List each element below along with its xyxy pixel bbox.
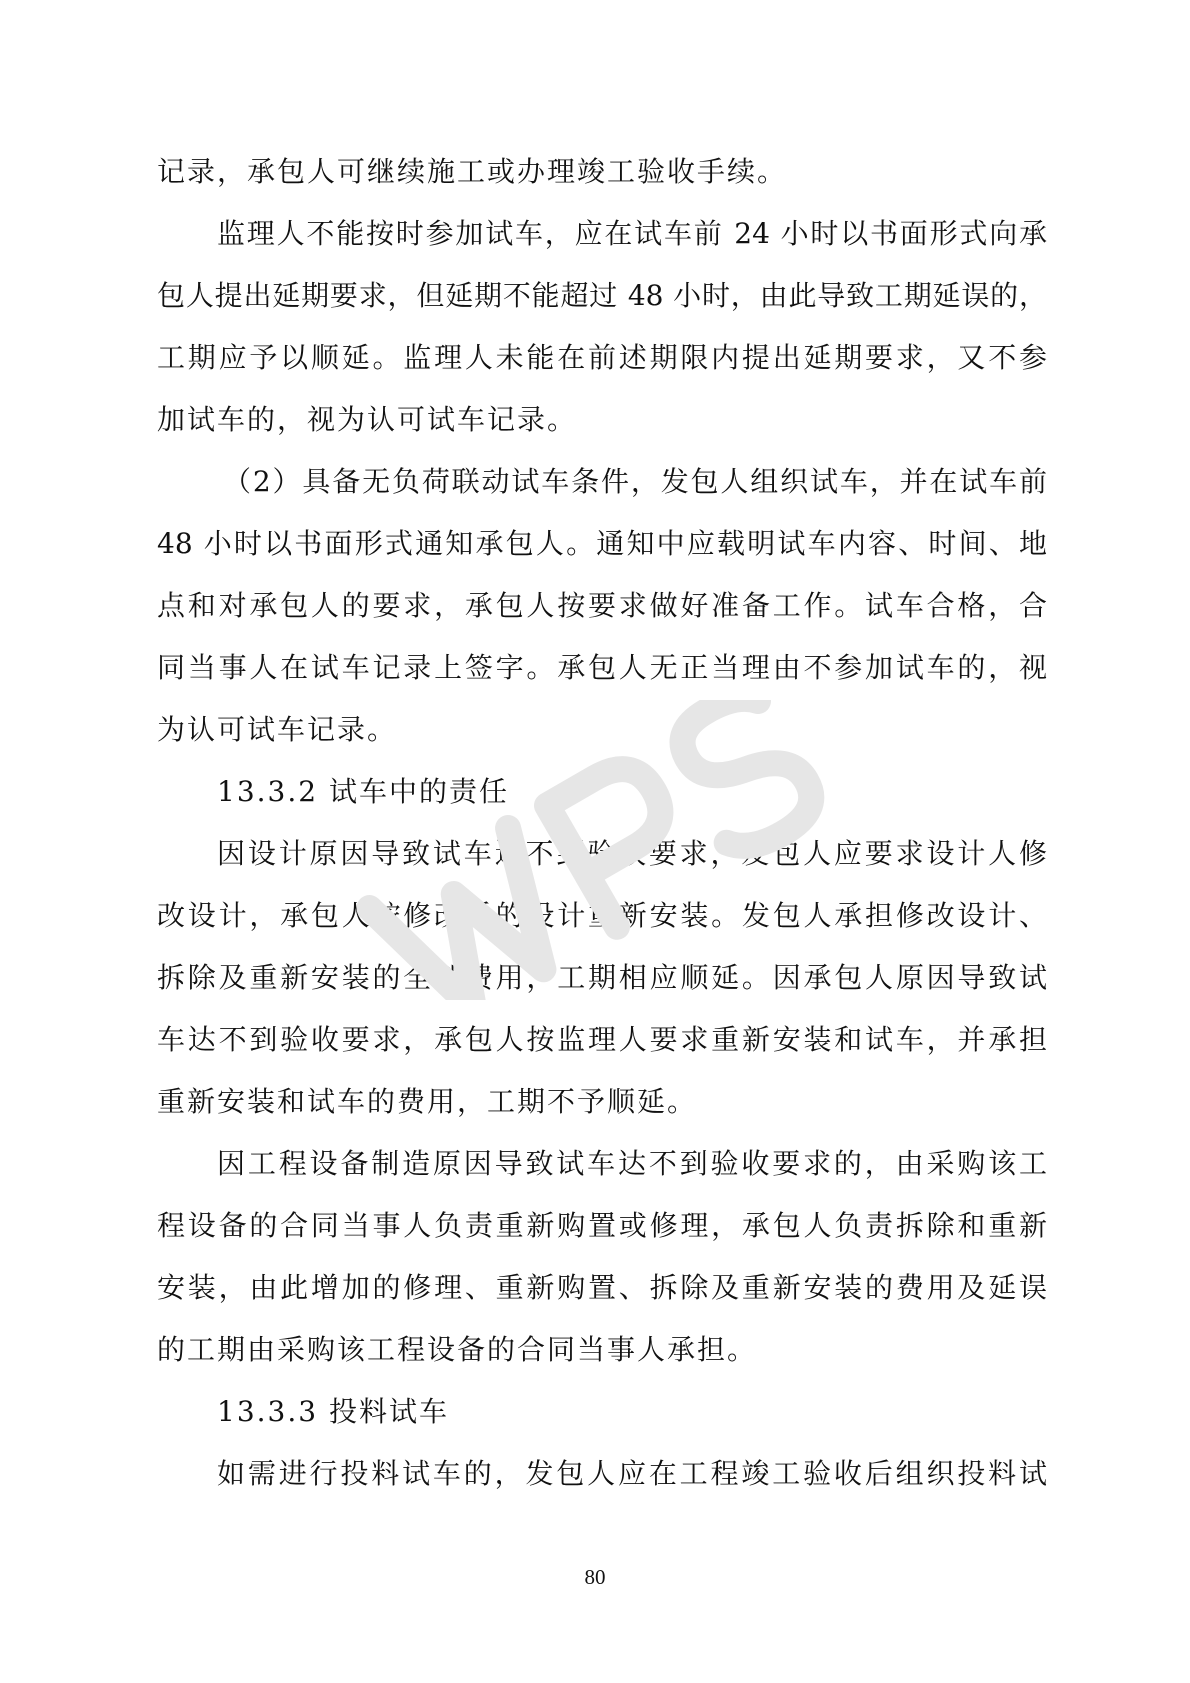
- text-line: （2）具备无负荷联动试车条件，发包人组织试车，并在试车前: [223, 465, 1047, 498]
- text-line: 改设计，承包人按修改后的设计重新安装。发包人承担修改设计、: [157, 899, 1047, 932]
- text-line: 同当事人在试车记录上签字。承包人无正当理由不参加试车的，视: [157, 651, 1047, 684]
- text-line: 安装，由此增加的修理、重新购置、拆除及重新安装的费用及延误: [157, 1271, 1047, 1304]
- text-line: 包人提出延期要求，但延期不能超过 48 小时，由此导致工期延误的，: [157, 279, 1047, 312]
- text-line: 为认可试车记录。: [157, 713, 398, 746]
- page-number: 80: [584, 1565, 606, 1589]
- text-line: 拆除及重新安装的全部费用，工期相应顺延。因承包人原因导致试: [157, 961, 1047, 994]
- text-line: 的工期由采购该工程设备的合同当事人承担。: [157, 1333, 758, 1366]
- text-line: 监理人不能按时参加试车，应在试车前 24 小时以书面形式向承: [217, 217, 1047, 250]
- text-line: 如需进行投料试车的，发包人应在工程竣工验收后组织投料试: [217, 1457, 1047, 1490]
- section-heading: 13.3.3 投料试车: [217, 1395, 449, 1428]
- text-line: 车达不到验收要求，承包人按监理人要求重新安装和试车，并承担: [157, 1023, 1047, 1056]
- document-body: [157, 141, 1047, 1505]
- text-line: 程设备的合同当事人负责重新购置或修理，承包人负责拆除和重新: [157, 1209, 1047, 1242]
- text-line: 重新安装和试车的费用，工期不予顺延。: [157, 1085, 698, 1118]
- text-line: 48 小时以书面形式通知承包人。通知中应载明试车内容、时间、地: [157, 527, 1047, 560]
- text-line: 工期应予以顺延。监理人未能在前述期限内提出延期要求，又不参: [157, 341, 1047, 374]
- section-heading: 13.3.2 试车中的责任: [217, 775, 509, 808]
- text-line: 记录，承包人可继续施工或办理竣工验收手续。: [157, 155, 788, 188]
- text-line: 因工程设备制造原因导致试车达不到验收要求的，由采购该工: [217, 1147, 1047, 1180]
- text-line: 点和对承包人的要求，承包人按要求做好准备工作。试车合格，合: [157, 589, 1047, 622]
- text-line: 因设计原因导致试车达不到验收要求，发包人应要求设计人修: [217, 837, 1047, 870]
- text-line: 加试车的，视为认可试车记录。: [157, 403, 578, 436]
